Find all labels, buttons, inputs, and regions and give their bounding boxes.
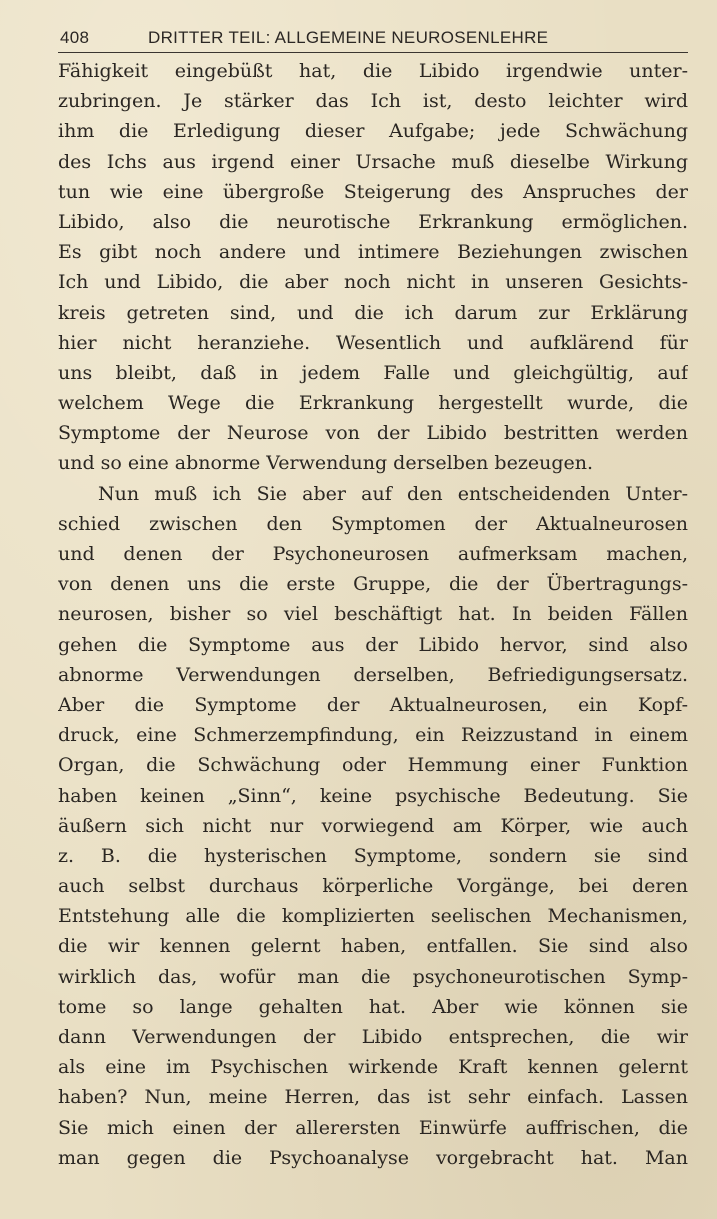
text-line: gehen die Symptome aus der Libido hervor, sind also [58,633,688,656]
paragraph-end-line: und so eine abnorme Verwendung derselben bezeugen. [58,452,594,475]
text-line: die wir kennen gelernt haben, entfallen. Sie sind also [58,935,688,958]
paragraph-start-line: Nun muß ich Sie aber auf den entscheidenden Unter- [98,482,688,505]
text-line: abnorme Verwendungen derselben, Befriedigungsersatz. [58,663,688,686]
page-number: 408 [60,28,90,47]
text-line: uns bleibt, daß in jedem Falle und gleichgültig, auf [58,361,688,384]
running-head: DRITTER TEIL: ALLGEMEINE NEUROSENLEHRE [148,28,549,47]
text-line: ihm die Erledigung dieser Aufgabe; jede Schwächung [58,120,688,143]
text-line: zubringen. Je stärker das Ich ist, desto leichter wird [58,90,688,113]
text-line: von denen uns die erste Gruppe, die der Übertragungs- [58,573,688,596]
text-line: und denen der Psychoneurosen aufmerksam machen, [58,543,688,565]
text-line: Fähigkeit eingebüßt hat, die Libido irgendwie unter- [58,60,688,82]
text-line: Libido, also die neurotische Erkrankung ermöglichen. [58,210,688,233]
text-line: Aber die Symptome der Aktualneurosen, ein Kopf- [58,693,688,716]
text-line: man gegen die Psychoanalyse vorgebracht hat. Man [58,1146,688,1169]
text-line: schied zwischen den Symptomen der Aktualneurosen [58,512,688,535]
text-line: Es gibt noch andere und intimere Beziehungen zwischen [58,241,688,264]
text-line: wirklich das, wofür man die psychoneurotischen Symp- [58,965,688,988]
text-line: dann Verwendungen der Libido entsprechen, die wir [58,1026,688,1048]
text-line: haben keinen „Sinn“, keine psychische Bedeutung. Sie [58,784,688,807]
text-line: als eine im Psychischen wirkende Kraft kennen gelernt [58,1056,688,1079]
body-text [58,56,688,1173]
text-line: neurosen, bisher so viel beschäftigt hat. In beiden Fällen [58,603,688,626]
text-line: des Ichs aus irgend einer Ursache muß dieselbe Wirkung [58,150,688,173]
text-line: Ich und Libido, die aber noch nicht in unseren Gesichts- [58,271,688,294]
text-line: auch selbst durchaus körperliche Vorgänge, bei deren [58,875,688,898]
text-line: kreis getreten sind, und die ich darum zur Erklärung [58,301,688,324]
text-line: äußern sich nicht nur vorwiegend am Körper, wie auch [58,814,688,837]
text-line: tome so lange gehalten hat. Aber wie können sie [58,995,688,1018]
text-line: haben? Nun, meine Herren, das ist sehr einfach. Lassen [58,1086,688,1109]
text-line: hier nicht heranziehe. Wesentlich und aufklärend für [58,331,688,354]
text-line: welchem Wege die Erkrankung hergestellt wurde, die [58,392,688,415]
text-line: druck, eine Schmerzempfindung, ein Reizzustand in einem [58,724,688,747]
text-line: Symptome der Neurose von der Libido bestritten werden [58,422,688,445]
text-line: tun wie eine übergroße Steigerung des Anspruches der [58,180,688,203]
text-line: Organ, die Schwächung oder Hemmung einer Funktion [58,754,688,777]
text-line: Entstehung alle die komplizierten seelischen Mechanismen, [58,905,688,928]
text-line: Sie mich einen der allerersten Einwürfe auffrischen, die [58,1116,688,1139]
header-rule [58,52,688,53]
page-header [60,28,688,50]
text-line: z. B. die hysterischen Symptome, sondern sie sind [58,844,688,867]
